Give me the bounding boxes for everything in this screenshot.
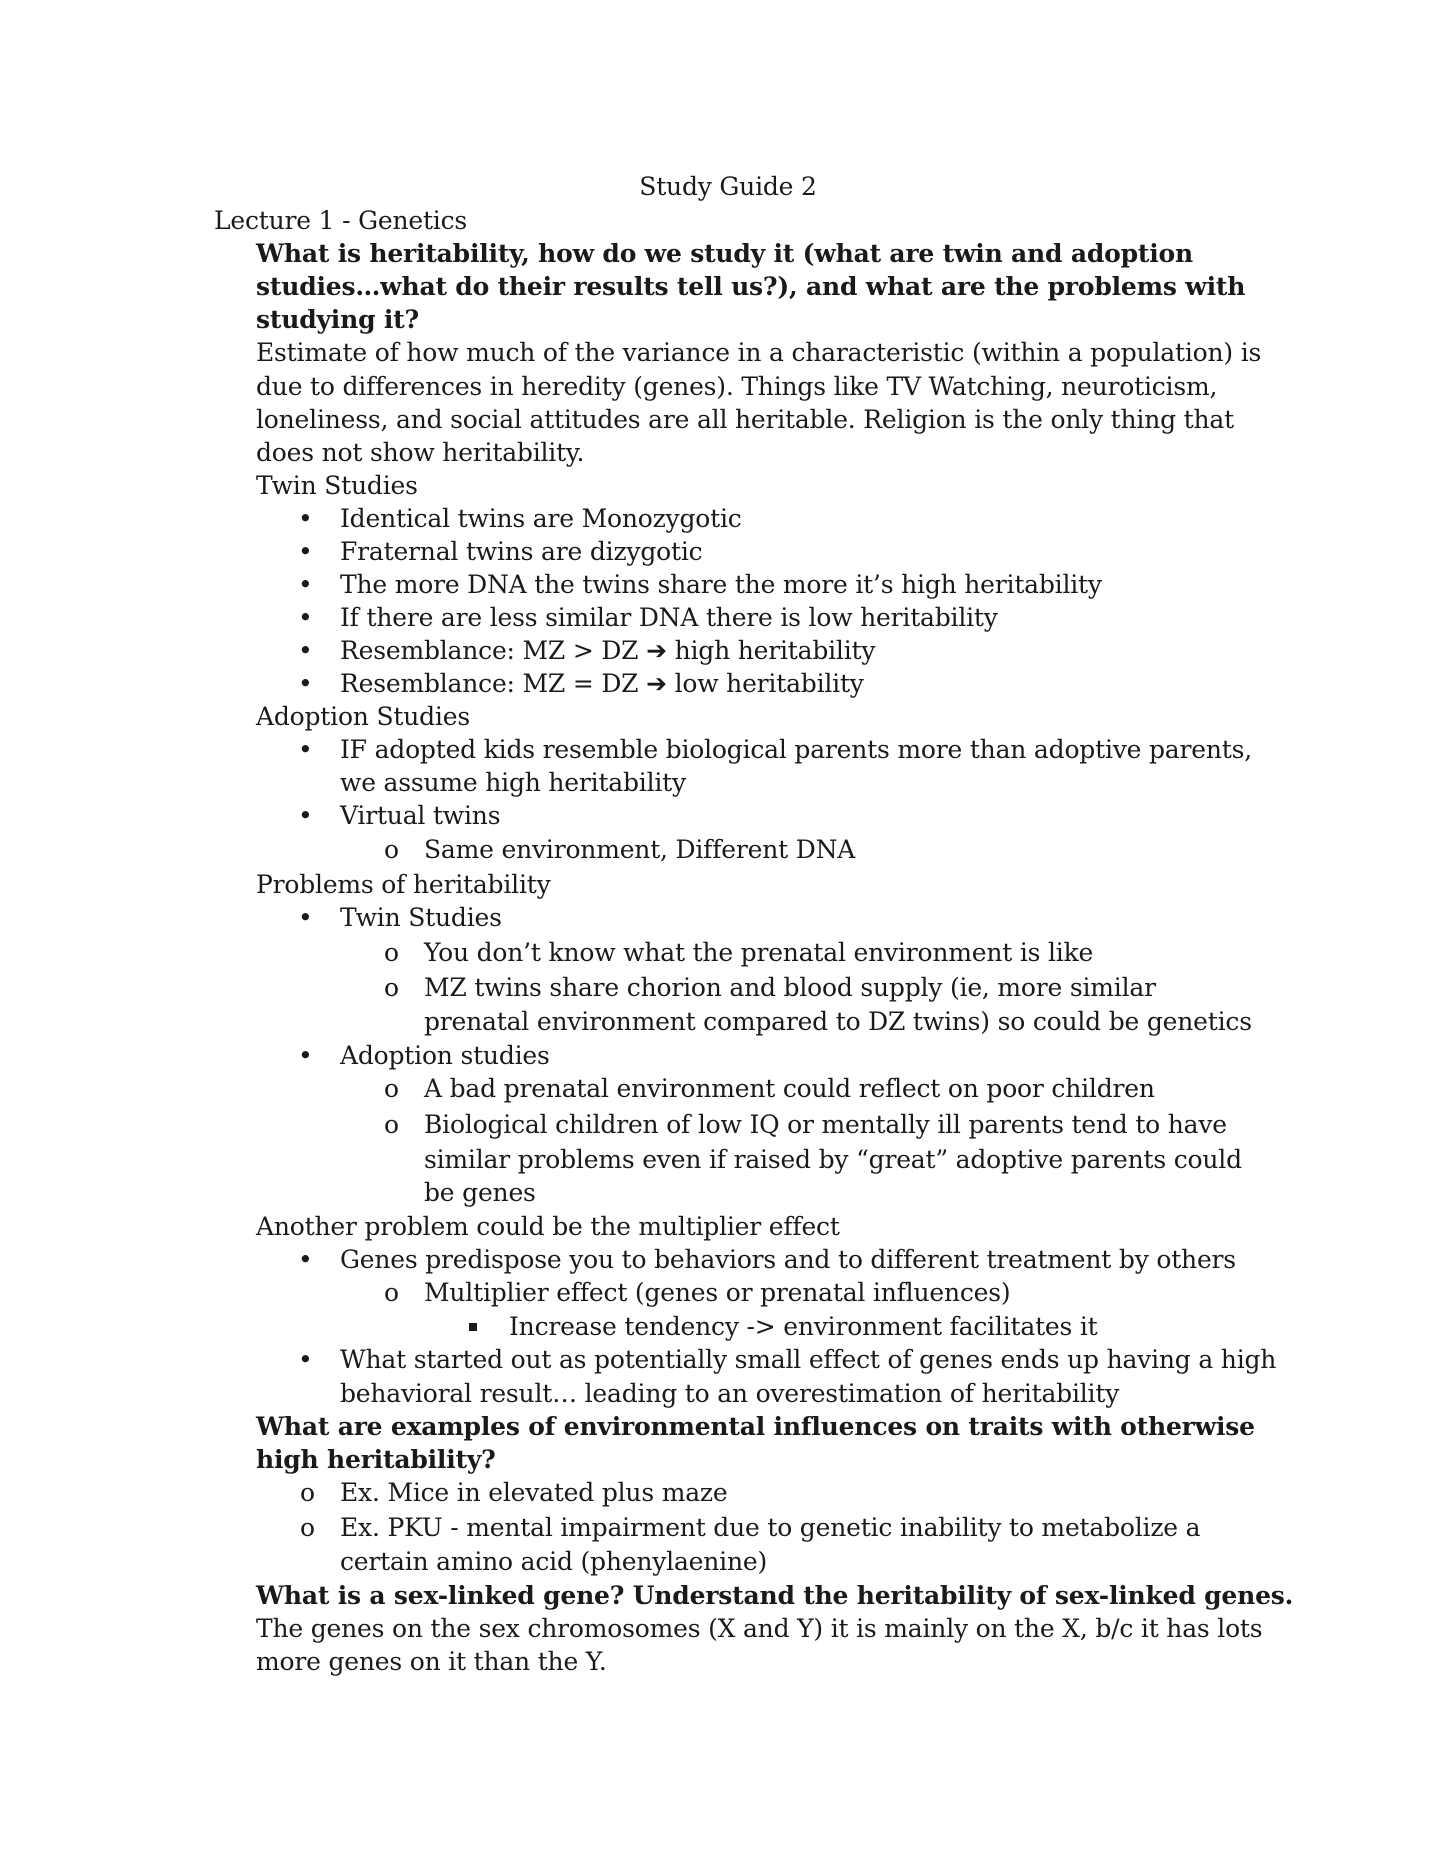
question-environment-line: high heritability?	[256, 1445, 496, 1474]
circle-marker: o	[384, 835, 400, 864]
circle-marker: o	[300, 1513, 316, 1542]
multiplier-item: What started out as potentially small effect of genes ends up having a high	[340, 1345, 1277, 1374]
environment-example: Ex. Mice in elevated plus maze	[340, 1478, 728, 1507]
circle-marker: o	[384, 938, 400, 967]
twin-item: Resemblance: MZ = DZ ➔ low heritability	[340, 669, 864, 698]
problems-subitem: MZ twins share chorion and blood supply (ie, more similar	[424, 973, 1156, 1002]
problems-subitem: You don’t know what the prenatal environment is like	[424, 938, 1094, 967]
answer-heritability-line: Estimate of how much of the variance in a characteristic (within a population) is	[256, 338, 1262, 367]
bullet-marker: •	[298, 570, 313, 599]
problems-heading: Problems of heritability	[256, 870, 551, 899]
bullet-marker: •	[298, 801, 313, 830]
multiplier-item: behavioral result… leading to an overestimation of heritability	[340, 1379, 1120, 1408]
bullet-marker: •	[298, 669, 313, 698]
bullet-marker: •	[298, 504, 313, 533]
question-sex-linked: What is a sex-linked gene? Understand the heritability of sex-linked genes.	[256, 1581, 1294, 1610]
problems-subitem: similar problems even if raised by “great” adoptive parents could	[424, 1145, 1242, 1174]
problems-subitem: prenatal environment compared to DZ twins) so could be genetics	[424, 1007, 1252, 1036]
document-title: Study Guide 2	[639, 172, 817, 201]
bullet-marker: •	[298, 735, 313, 764]
question-heritability-line: studies…what do their results tell us?), and what are the problems with	[256, 272, 1246, 301]
bullet-marker: •	[298, 903, 313, 932]
circle-marker: o	[384, 1278, 400, 1307]
answer-heritability-line: does not show heritability.	[256, 438, 585, 467]
adoption-item: we assume high heritability	[340, 768, 686, 797]
bullet-marker: •	[298, 1345, 313, 1374]
circle-marker: o	[384, 973, 400, 1002]
multiplier-subitem: Multiplier effect (genes or prenatal influences)	[424, 1278, 1011, 1307]
answer-sex-linked-line: The genes on the sex chromosomes (X and Y) it is mainly on the X, b/c it has lots	[256, 1614, 1263, 1643]
problems-subitem: Biological children of low IQ or mentally ill parents tend to have	[424, 1110, 1227, 1139]
circle-marker: o	[384, 1074, 400, 1103]
adoption-item: IF adopted kids resemble biological parents more than adoptive parents,	[340, 735, 1252, 764]
twin-item: Fraternal twins are dizygotic	[340, 537, 703, 566]
twin-item: Resemblance: MZ > DZ ➔ high heritability	[340, 636, 876, 665]
environment-example: Ex. PKU - mental impairment due to genetic inability to metabolize a	[340, 1513, 1201, 1542]
environment-example: certain amino acid (phenylaenine)	[340, 1547, 768, 1576]
problems-item: Twin Studies	[340, 903, 502, 932]
bullet-marker: •	[298, 636, 313, 665]
adoption-subitem: Same environment, Different DNA	[424, 835, 856, 864]
multiplier-item: Genes predispose you to behaviors and to different treatment by others	[340, 1245, 1236, 1274]
square-bullet-icon	[469, 1323, 477, 1331]
answer-sex-linked-line: more genes on it than the Y.	[256, 1647, 607, 1676]
question-environment-line: What are examples of environmental influences on traits with otherwise	[256, 1412, 1255, 1441]
answer-heritability-line: loneliness, and social attitudes are all heritable. Religion is the only thing that	[256, 405, 1234, 434]
adoption-studies-heading: Adoption Studies	[256, 702, 470, 731]
twin-studies-heading: Twin Studies	[256, 471, 418, 500]
answer-heritability-line: due to differences in heredity (genes). Things like TV Watching, neuroticism,	[256, 372, 1218, 401]
adoption-item: Virtual twins	[340, 801, 501, 830]
lecture-heading: Lecture 1 - Genetics	[214, 206, 468, 235]
bullet-marker: •	[298, 1041, 313, 1070]
bullet-marker: •	[298, 1245, 313, 1274]
twin-item: If there are less similar DNA there is low heritability	[340, 603, 998, 632]
question-heritability-line: What is heritability, how do we study it (what are twin and adoption	[256, 239, 1193, 268]
multiplier-subsubitem: Increase tendency -> environment facilitates it	[509, 1312, 1098, 1341]
multiplier-heading: Another problem could be the multiplier effect	[256, 1212, 840, 1241]
problems-subitem: be genes	[424, 1178, 536, 1207]
question-heritability-line: studying it?	[256, 305, 419, 334]
circle-marker: o	[384, 1110, 400, 1139]
bullet-marker: •	[298, 537, 313, 566]
twin-item: Identical twins are Monozygotic	[340, 504, 742, 533]
bullet-marker: •	[298, 603, 313, 632]
twin-item: The more DNA the twins share the more it’s high heritability	[340, 570, 1102, 599]
problems-subitem: A bad prenatal environment could reflect on poor children	[424, 1074, 1155, 1103]
circle-marker: o	[300, 1478, 316, 1507]
problems-item: Adoption studies	[340, 1041, 550, 1070]
